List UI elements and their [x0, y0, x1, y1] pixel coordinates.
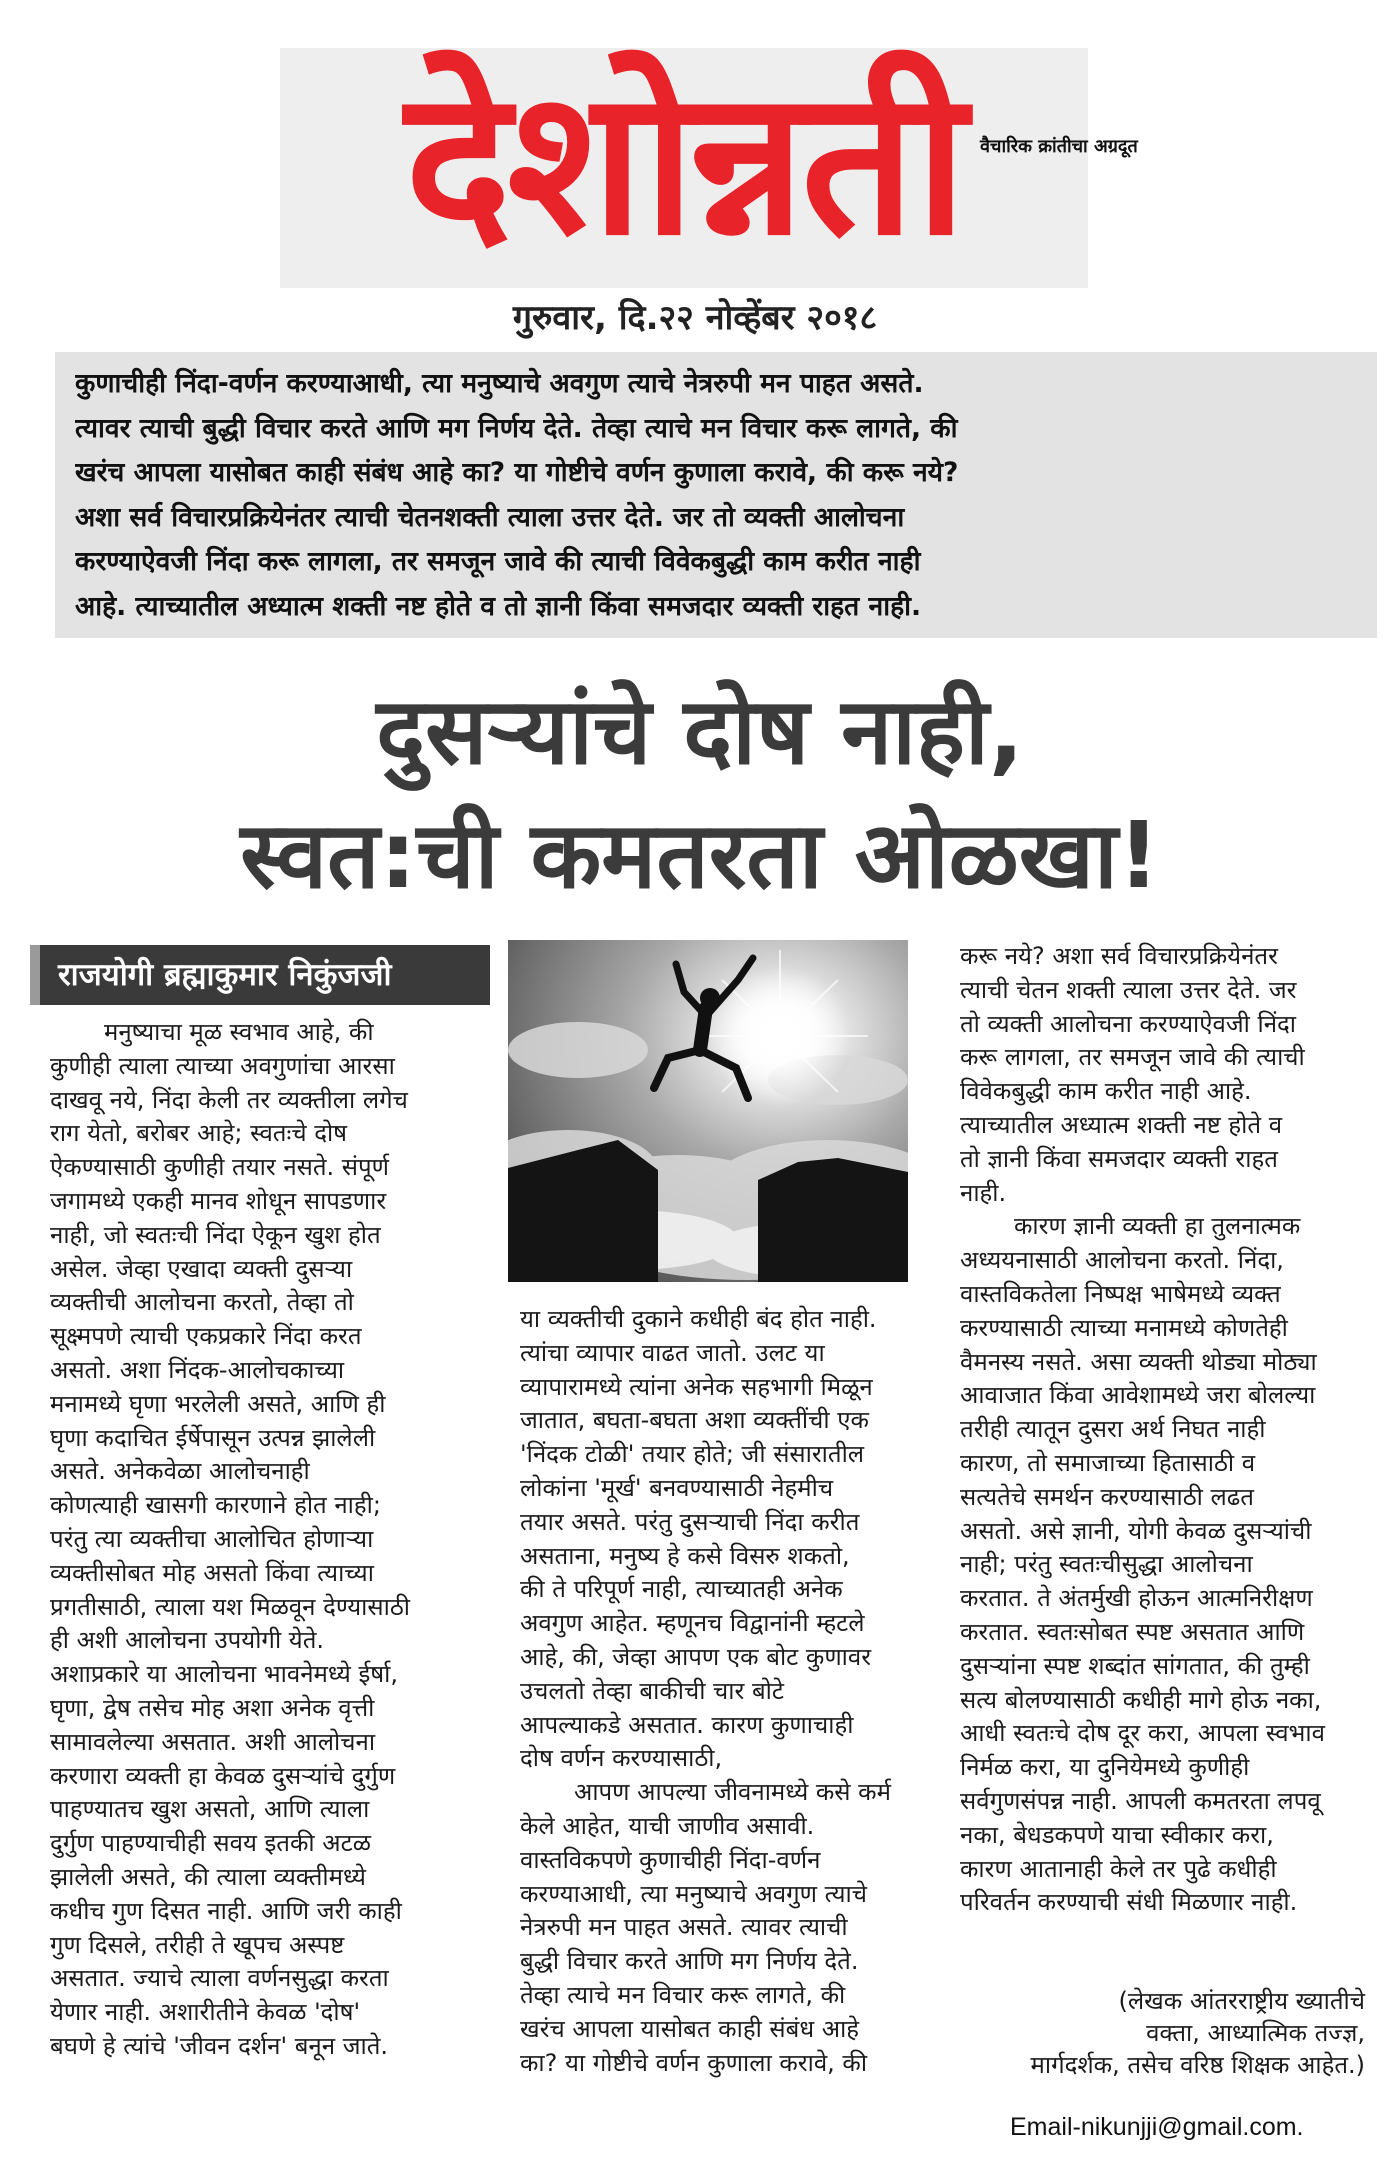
body-line: असतो. असे ज्ञानी, योगी केवळ दुसऱ्यांची — [960, 1516, 1312, 1545]
body-line: कुणीही त्याला त्याच्या अवगुणांचा आरसा — [50, 1051, 395, 1080]
masthead-tagline: वैचारिक क्रांतीचा अग्रदूत — [980, 136, 1138, 157]
author-note-line: (लेखक आंतरराष्ट्रीय ख्यातीचे — [1118, 1987, 1365, 2015]
body-line: तेव्हा त्याचे मन विचार करू लागते, की — [520, 1980, 846, 2009]
newspaper-logo: देशोन्नती — [405, 47, 963, 280]
body-line: नाही. — [960, 1178, 1007, 1207]
body-line: दोष वर्णन करण्यासाठी, — [520, 1744, 723, 1773]
body-line: मनामध्ये घृणा भरलेली असते, आणि ही — [50, 1389, 386, 1418]
body-line: विवेकबुद्धी काम करीत नाही आहे. — [960, 1077, 1252, 1106]
body-line: गुण दिसले, तरीही ते खूपच अस्पष्ट — [50, 1930, 345, 1959]
body-line: परंतु त्या व्यक्तीचा आलोचित होणाऱ्या — [50, 1524, 374, 1553]
masthead — [280, 47, 1138, 288]
body-line: पाहण्यातच खुश असतो, आणि त्याला — [50, 1795, 370, 1824]
body-line: उचलतो तेव्हा बाकीची चार बोटे — [520, 1676, 784, 1705]
body-line: वास्तविकपणे कुणाचीही निंदा-वर्णन — [520, 1845, 821, 1874]
body-line: आपल्याकडे असतात. कारण कुणाचाही — [520, 1710, 854, 1739]
body-line: त्याच्यातील अध्यात्म शक्ती नष्ट होते व — [960, 1110, 1283, 1139]
body-line: करू नये? अशा सर्व विचारप्रक्रियेनंतर — [960, 942, 1278, 970]
body-line: खरंच आपला यासोबत काही संबंध आहे — [520, 2014, 860, 2043]
body-line: वैमनस्य नसते. असा व्यक्ती थोड्या मोठ्या — [960, 1347, 1317, 1376]
intro-line: अशा सर्व विचारप्रक्रियेनंतर त्याची चेतनशक्ती त्याला उत्तर देते. जर तो व्यक्ती आलोचना — [75, 501, 905, 533]
body-line: आवाजात किंवा आवेशामध्ये जरा बोलल्या — [960, 1381, 1316, 1410]
byline-author: राजयोगी ब्रह्माकुमार निकुंजजी — [58, 957, 392, 993]
body-line: ऐकण्यासाठी कुणीही तयार नसते. संपूर्ण — [50, 1153, 390, 1182]
author-note-line: वक्ता, आध्यात्मिक तज्ज्ञ, — [1146, 2019, 1365, 2047]
intro-box — [55, 352, 1377, 638]
intro-line: त्यावर त्याची बुद्धी विचार करते आणि मग निर्णय देते. तेव्हा त्याचे मन विचार करू लागते, की — [75, 412, 958, 444]
body-line: दुसऱ्यांना स्पष्ट शब्दांत सांगतात, की तुम्ही — [960, 1651, 1310, 1680]
body-line: तो व्यक्ती आलोचना करण्याऐवजी निंदा — [960, 1009, 1297, 1038]
jumping-man-photo-icon — [508, 940, 908, 1282]
byline-bar — [30, 945, 490, 1005]
body-line: बघणे हे त्यांचे 'जीवन दर्शन' बनून जाते. — [50, 2031, 389, 2060]
body-line: येणार नाही. अशारीतीने केवळ 'दोष' — [50, 1998, 361, 2027]
body-line: सूक्ष्मपणे त्याची एकप्रकारे निंदा करत — [50, 1322, 362, 1351]
body-line: परिवर्तन करण्याची संधी मिळणार नाही. — [960, 1888, 1298, 1917]
body-line: असतो. अशा निंदक-आलोचकाच्या — [50, 1355, 345, 1384]
body-line: 'निंदक टोळी' तयार होते; जी संसारातील — [520, 1440, 865, 1469]
intro-line: खरंच आपला यासोबत काही संबंध आहे का? या गोष्टीचे वर्णन कुणाला करावे, की करू नये? — [75, 457, 959, 488]
body-line: झालेली असते, की त्याला व्यक्तीमध्ये — [50, 1862, 366, 1891]
body-line: कारण ज्ञानी व्यक्ती हा तुलनात्मक — [1014, 1212, 1301, 1241]
body-line: नेत्ररुपी मन पाहत असते. त्यावर त्याची — [520, 1913, 848, 1942]
headline-line-1: दुसऱ्यांचे दोष नाही, — [376, 678, 1024, 785]
body-line: नका, बेधडकपणे याचा स्वीकार करा, — [960, 1820, 1274, 1849]
body-line: सर्वगुणसंपन्न नाही. आपली कमतरता लपवू — [960, 1786, 1321, 1815]
body-line: करू लागला, तर समजून जावे की त्याची — [960, 1043, 1305, 1072]
body-line: त्यांचा व्यापार वाढत जातो. उलट या — [520, 1338, 825, 1367]
body-line: तो ज्ञानी किंवा समजदार व्यक्ती राहत — [960, 1144, 1278, 1173]
body-line: व्यापारामध्ये त्यांना अनेक सहभागी मिळून — [520, 1372, 873, 1401]
body-line: आधी स्वतःचे दोष दूर करा, आपला स्वभाव — [960, 1719, 1325, 1748]
body-line: व्यक्तीची आलोचना करतो, तेव्हा तो — [50, 1288, 354, 1317]
body-line: असतात. ज्याचे त्याला वर्णनसुद्धा करता — [50, 1964, 389, 1993]
body-line: असताना, मनुष्य हे कसे विसरु शकतो, — [520, 1541, 850, 1570]
body-line: सामावलेल्या असतात. अशी आलोचना — [50, 1727, 376, 1756]
body-line: निर्मळ करा, या दुनियेमध्ये कुणीही — [960, 1753, 1250, 1782]
body-line: मनुष्याचा मूळ स्वभाव आहे, की — [104, 1018, 374, 1046]
body-line: नाही, जो स्वतःची निंदा ऐकून खुश होत — [50, 1220, 381, 1249]
body-line: सत्य बोलण्यासाठी कधीही मागे होऊ नका, — [960, 1685, 1322, 1714]
article-column-2 — [520, 1303, 922, 2080]
body-line: दाखवू नये, निंदा केली तर व्यक्तीला लगेच — [50, 1085, 408, 1114]
article-column-3 — [960, 940, 1365, 1920]
body-line: जगामध्ये एकही मानव शोधून सापडणार — [50, 1186, 387, 1215]
body-line: राग येतो, बरोबर आहे; स्वतःचे दोष — [50, 1119, 348, 1148]
body-line: या व्यक्तीची दुकाने कधीही बंद होत नाही. — [520, 1305, 877, 1333]
body-line: करण्यासाठी त्याच्या मनामध्ये कोणतेही — [960, 1313, 1288, 1342]
body-line: कारण, तो समाजाच्या हितासाठी व — [960, 1448, 1256, 1477]
body-line: व्यक्तीसोबत मोह असतो किंवा त्याच्या — [50, 1558, 374, 1587]
body-line: कधीच गुण दिसत नाही. आणि जरी काही — [50, 1896, 402, 1925]
body-line: करणारा व्यक्ती हा केवळ दुसऱ्यांचे दुर्गुण — [50, 1761, 396, 1790]
body-line: असेल. जेव्हा एखादा व्यक्ती दुसऱ्या — [50, 1254, 353, 1283]
body-line: नाही; परंतु स्वतःचीसुद्धा आलोचना — [960, 1550, 1253, 1579]
body-line: करतात. स्वतःसोबत स्पष्ट असतात आणि — [960, 1617, 1305, 1646]
body-line: केले आहेत, याची जाणीव असावी. — [520, 1811, 815, 1840]
body-line: जातात, बघता-बघता अशा व्यक्तींची एक — [520, 1406, 869, 1435]
body-line: करण्याआधी, त्या मनुष्याचे अवगुण त्याचे — [520, 1879, 867, 1908]
dateline: गुरुवार, दि.२२ नोव्हेंबर २०१८ — [512, 298, 878, 338]
author-note — [960, 1985, 1365, 2081]
body-line: करतात. ते अंतर्मुखी होऊन आत्मनिरीक्षण — [960, 1584, 1313, 1613]
author-note-line: मार्गदर्शक, तसेच वरिष्ठ शिक्षक आहेत.) — [1030, 2051, 1365, 2079]
body-line: कोणत्याही खासगी कारणाने होत नाही; — [50, 1491, 381, 1520]
body-line: दुर्गुण पाहण्याचीही सवय इतकी अटळ — [50, 1829, 371, 1858]
body-line: अध्ययनासाठी आलोचना करतो. निंदा, — [960, 1246, 1284, 1275]
dateline-box — [456, 290, 934, 346]
body-line: घृणा, द्वेष तसेच मोह अशा अनेक वृत्ती — [50, 1693, 375, 1722]
body-line: सत्यतेचे समर्थन करण्यासाठी लढत — [960, 1482, 1254, 1511]
headline-line-2: स्वत:ची कमतरता ओळखा! — [240, 802, 1160, 909]
body-line: वास्तविकतेला निष्पक्ष भाषेमध्ये व्यक्त — [960, 1279, 1281, 1308]
author-email: Email-nikunjji@gmail.com. — [1010, 2113, 1304, 2141]
body-line: घृणा कदाचित ईर्षेपासून उत्पन्न झालेली — [50, 1423, 376, 1452]
body-line: तयार असते. परंतु दुसऱ्याची निंदा करीत — [520, 1507, 860, 1536]
body-line: बुद्धी विचार करते आणि मग निर्णय देते. — [520, 1947, 859, 1976]
body-line: तरीही त्यातून दुसरा अर्थ निघत नाही — [960, 1415, 1266, 1444]
body-line: अशाप्रकारे या आलोचना भावनेमध्ये ईर्षा, — [50, 1660, 398, 1689]
body-line: की ते परिपूर्ण नाही, त्याच्यातही अनेक — [520, 1575, 843, 1604]
body-line: असते. अनेकवेळा आलोचनाही — [50, 1457, 310, 1486]
intro-line: कुणाचीही निंदा-वर्णन करण्याआधी, त्या मनुष्याचे अवगुण त्याचे नेत्ररुपी मन पाहत असते. — [75, 368, 924, 399]
body-line: आपण आपल्या जीवनामध्ये कसे कर्म — [574, 1778, 891, 1807]
body-line: प्रगतीसाठी, त्याला यश मिळवून देण्यासाठी — [50, 1592, 410, 1621]
intro-line: आहे. त्याच्यातील अध्यात्म शक्ती नष्ट होते व तो ज्ञानी किंवा समजदार व्यक्ती राहत नाही. — [75, 590, 922, 622]
intro-line: करण्याऐवजी निंदा करू लागला, तर समजून जावे की त्याची विवेकबुद्धी काम करीत नाही — [75, 546, 921, 577]
body-line: का? या गोष्टीचे वर्णन कुणाला करावे, की — [520, 2048, 868, 2077]
article-column-1 — [50, 1016, 502, 2064]
body-line: ही अशी आलोचना उपयोगी येते. — [50, 1626, 325, 1655]
body-line: कारण आतानाही केले तर पुढे कधीही — [960, 1854, 1277, 1883]
body-line: आहे, की, जेव्हा आपण एक बोट कुणावर — [520, 1642, 872, 1671]
body-line: लोकांना 'मूर्ख' बनवण्यासाठी नेहमीच — [520, 1473, 834, 1502]
body-line: अवगुण आहेत. म्हणूनच विद्वानांनी म्हटले — [520, 1609, 865, 1638]
body-line: त्याची चेतन शक्ती त्याला उत्तर देते. जर — [960, 975, 1297, 1004]
